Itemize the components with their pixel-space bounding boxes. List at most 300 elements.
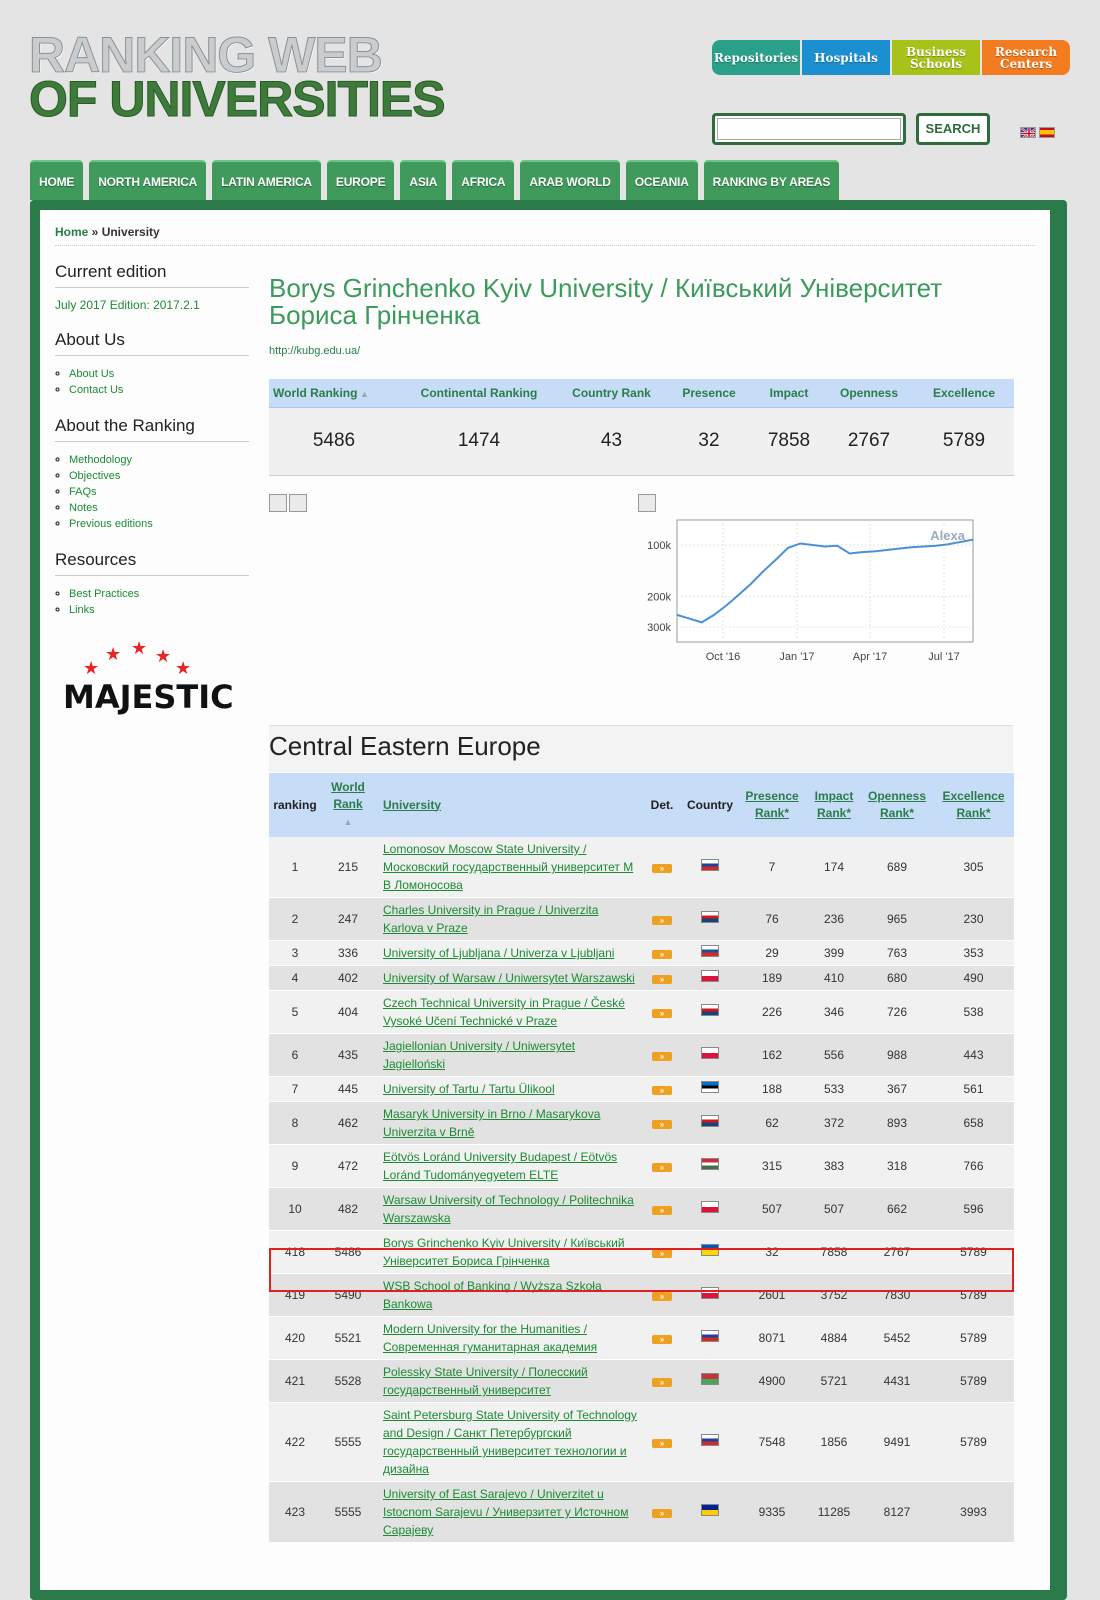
university-link[interactable]: University of Warsaw / Uniwersytet Warszawski (383, 971, 635, 985)
world-rank-cell: 5486 (321, 1231, 375, 1274)
chart-y-tick-label: 100k (647, 540, 671, 552)
presence-cell: 7548 (737, 1403, 807, 1482)
alexa-rank-chart (636, 515, 981, 665)
excellence-rank-header[interactable] (933, 773, 1014, 837)
university-link[interactable]: Borys Grinchenko Kyiv University / Київський Університет Бориса Грінченка (383, 1236, 625, 1268)
presence-cell: 507 (737, 1188, 807, 1231)
country-flag-icon (701, 945, 719, 957)
excellence-cell: 490 (933, 966, 1014, 991)
ranking-cell: 420 (269, 1317, 321, 1360)
world-rank-cell: 5555 (321, 1482, 375, 1543)
university-link[interactable]: University of Tartu / Tartu Ülikool (383, 1082, 555, 1096)
openness-cell: 726 (861, 991, 933, 1034)
chart-plot-area (677, 520, 973, 642)
quick-link-research-centers[interactable]: Research Centers (982, 40, 1070, 75)
impact-rank-sort-link[interactable]: Impact Rank* (814, 789, 854, 820)
previous-editions-link[interactable]: Previous editions (69, 518, 153, 530)
country-rank-value: 43 (559, 407, 664, 475)
excellence-cell: 5789 (933, 1231, 1014, 1274)
university-link[interactable]: Masaryk University in Brno / Masarykova Univerzita v Brně (383, 1107, 601, 1139)
excellence-cell: 3993 (933, 1482, 1014, 1543)
ranking-header: ranking (269, 773, 321, 837)
impact-cell: 5721 (807, 1360, 861, 1403)
broken-image-group (269, 494, 307, 512)
nav-item-home[interactable]: HOME (30, 160, 83, 200)
ranking-cell: 10 (269, 1188, 321, 1231)
university-link[interactable]: WSB School of Banking / Wyższa Szkoła Bankowa (383, 1279, 602, 1311)
about-us-list (55, 366, 249, 398)
presence-cell: 2601 (737, 1274, 807, 1317)
region-ranking-table (269, 773, 1014, 1543)
list-item (69, 366, 249, 382)
breadcrumb-home-link[interactable]: Home (55, 225, 89, 239)
logo-line-1: RANKING WEB (29, 27, 382, 83)
alexa-brand-label: Alexa (930, 528, 965, 543)
broken-image-icon (638, 494, 656, 512)
table-row (269, 991, 1014, 1034)
university-cell (375, 1145, 641, 1188)
excellence-cell: 561 (933, 1077, 1014, 1102)
university-link[interactable]: Warsaw University of Technology / Politechnika Warszawska (383, 1193, 634, 1225)
world-rank-cell: 215 (321, 837, 375, 898)
current-edition-block (55, 262, 249, 312)
openness-header: Openness (824, 379, 914, 407)
ranking-cell: 421 (269, 1360, 321, 1403)
det-cell (641, 837, 683, 898)
impact-cell: 7858 (807, 1231, 861, 1274)
university-cell (375, 837, 641, 898)
det-cell (641, 966, 683, 991)
presence-cell: 32 (737, 1231, 807, 1274)
sort-asc-icon: ▲ (357, 388, 369, 399)
university-link[interactable]: Czech Technical University in Prague / České Vysoké Učení Technické v Praze (383, 996, 625, 1028)
country-cell (683, 1034, 737, 1077)
det-cell (641, 1188, 683, 1231)
current-edition-title: Current edition (55, 262, 249, 288)
country-flag-icon (701, 1373, 719, 1385)
chart-x-tick-label: Oct '16 (705, 651, 741, 663)
world-rank-cell: 5521 (321, 1317, 375, 1360)
world-rank-cell: 472 (321, 1145, 375, 1188)
impact-cell: 556 (807, 1034, 861, 1077)
details-button[interactable]: » (652, 1509, 672, 1518)
details-button[interactable]: » (652, 1009, 672, 1018)
details-button[interactable]: » (652, 975, 672, 984)
presence-rank-header[interactable] (737, 773, 807, 837)
majestic-text: MAJESTIC (63, 678, 234, 716)
excellence-cell: 5789 (933, 1403, 1014, 1482)
nav-item-arab-world[interactable]: ARAB WORLD (520, 160, 619, 200)
det-cell (641, 1145, 683, 1188)
edition-text: July 2017 Edition: 2017.2.1 (55, 298, 200, 312)
details-button[interactable]: » (652, 1086, 672, 1095)
presence-cell: 76 (737, 898, 807, 941)
impact-cell: 399 (807, 941, 861, 966)
country-cell (683, 898, 737, 941)
sort-asc-icon: ▲ (343, 817, 353, 827)
impact-cell: 410 (807, 966, 861, 991)
details-button[interactable]: » (652, 1052, 672, 1061)
nav-item-oceania[interactable]: OCEANIA (626, 160, 698, 200)
quick-link-hospitals[interactable]: Hospitals (802, 40, 890, 75)
ranking-cell: 3 (269, 941, 321, 966)
broken-image-icon (269, 494, 287, 512)
excellence-cell: 5789 (933, 1274, 1014, 1317)
details-button[interactable]: » (652, 1292, 672, 1301)
world-rank-cell: 336 (321, 941, 375, 966)
objectives-link[interactable]: Objectives (69, 470, 121, 482)
table-row (269, 898, 1014, 941)
university-link[interactable]: Polessky State University / Полесский государственный университет (383, 1365, 588, 1397)
world-rank-cell: 482 (321, 1188, 375, 1231)
university-link[interactable]: University of East Sarajevo / Univerzitet u Istocnom Sarajevu / Универзитет у Источном Сарајеву (383, 1487, 629, 1537)
det-cell (641, 898, 683, 941)
university-cell (375, 941, 641, 966)
openness-cell: 4431 (861, 1360, 933, 1403)
det-cell (641, 1403, 683, 1482)
list-item (69, 516, 249, 532)
table-row (269, 1360, 1014, 1403)
presence-cell: 9335 (737, 1482, 807, 1543)
table-row (269, 1317, 1014, 1360)
breadcrumb-divider (55, 245, 1035, 246)
university-cell (375, 1102, 641, 1145)
table-row (269, 1102, 1014, 1145)
impact-cell: 4884 (807, 1317, 861, 1360)
presence-cell: 315 (737, 1145, 807, 1188)
university-link[interactable]: University of Ljubljana / Univerza v Ljubljani (383, 946, 615, 960)
openness-rank-header[interactable] (861, 773, 933, 837)
quick-link-business-schools[interactable]: Business Schools (892, 40, 980, 75)
resources-list (55, 586, 249, 618)
university-cell (375, 1482, 641, 1543)
world-rank-cell: 445 (321, 1077, 375, 1102)
faqs-link[interactable]: FAQs (69, 486, 97, 498)
about-ranking-block (55, 416, 249, 532)
country-cell (683, 1360, 737, 1403)
university-cell (375, 898, 641, 941)
language-flags (1020, 127, 1055, 138)
table-row (269, 1274, 1014, 1317)
country-flag-icon (701, 1434, 719, 1446)
impact-cell: 174 (807, 837, 861, 898)
university-url-link[interactable]: http://kubg.edu.ua/ (269, 345, 361, 357)
star-icon: ★ (131, 638, 148, 658)
table-row (269, 1482, 1014, 1543)
presence-cell: 8071 (737, 1317, 807, 1360)
presence-header: Presence (664, 379, 754, 407)
impact-value: 7858 (754, 407, 824, 475)
ranking-cell: 419 (269, 1274, 321, 1317)
chart-y-tick-label: 200k (647, 591, 671, 604)
university-cell (375, 1077, 641, 1102)
table-row (269, 966, 1014, 991)
country-cell (683, 941, 737, 966)
openness-cell: 763 (861, 941, 933, 966)
excellence-cell: 596 (933, 1188, 1014, 1231)
world-rank-cell: 5490 (321, 1274, 375, 1317)
impact-cell: 372 (807, 1102, 861, 1145)
details-button[interactable]: » (652, 1439, 672, 1448)
presence-rank-sort-link[interactable]: Presence Rank* (745, 789, 799, 820)
about-us-title: About Us (55, 330, 249, 356)
site-logo[interactable] (29, 27, 459, 127)
impact-cell: 1856 (807, 1403, 861, 1482)
excellence-value: 5789 (914, 407, 1014, 475)
quick-link-repositories[interactable]: Repositories (712, 40, 800, 75)
ranking-cell: 1 (269, 837, 321, 898)
sidebar (55, 262, 249, 718)
nav-item-africa[interactable]: AFRICA (452, 160, 514, 200)
notes-link[interactable]: Notes (69, 502, 98, 514)
openness-cell: 367 (861, 1077, 933, 1102)
contact-us-link[interactable]: Contact Us (69, 384, 124, 396)
presence-value: 32 (664, 407, 754, 475)
list-item (69, 382, 249, 398)
university-cell (375, 1403, 641, 1482)
table-row (269, 1231, 1014, 1274)
table-row (269, 1403, 1014, 1482)
excellence-cell: 766 (933, 1145, 1014, 1188)
english-flag-icon[interactable] (1020, 127, 1036, 138)
openness-cell: 988 (861, 1034, 933, 1077)
openness-rank-sort-link[interactable]: Openness Rank* (867, 789, 927, 820)
ranking-cell: 9 (269, 1145, 321, 1188)
breadcrumb-separator: » (88, 225, 102, 239)
world-rank-cell: 462 (321, 1102, 375, 1145)
university-cell (375, 1274, 641, 1317)
country-cell (683, 1102, 737, 1145)
world-rank-cell: 247 (321, 898, 375, 941)
country-cell (683, 837, 737, 898)
breadcrumb (55, 225, 160, 239)
nav-item-europe[interactable]: EUROPE (327, 160, 394, 200)
university-link[interactable]: Lomonosov Moscow State University / Московский государственный университет М В Ломоносова (383, 842, 634, 892)
chart-x-tick-label: Apr '17 (852, 651, 888, 663)
about-ranking-list (55, 452, 249, 532)
presence-cell: 4900 (737, 1360, 807, 1403)
excellence-cell: 5789 (933, 1360, 1014, 1403)
details-button[interactable]: » (652, 1206, 672, 1215)
table-row (269, 1077, 1014, 1102)
details-button[interactable]: » (652, 916, 672, 925)
presence-cell: 29 (737, 941, 807, 966)
det-cell (641, 941, 683, 966)
country-flag-icon (701, 970, 719, 982)
breadcrumb-current: University (101, 225, 160, 239)
openness-cell: 9491 (861, 1403, 933, 1482)
university-link[interactable]: Jagiellonian University / Uniwersytet Jagielloński (383, 1039, 576, 1071)
impact-rank-header[interactable] (807, 773, 861, 837)
impact-header: Impact (754, 379, 824, 407)
country-flag-icon (701, 1287, 719, 1299)
openness-cell: 5452 (861, 1317, 933, 1360)
world-ranking-header[interactable] (269, 379, 399, 407)
university-header[interactable] (375, 773, 641, 837)
impact-cell: 383 (807, 1145, 861, 1188)
ranking-cell: 418 (269, 1231, 321, 1274)
star-icon: ★ (155, 646, 172, 666)
country-cell (683, 966, 737, 991)
country-cell (683, 1482, 737, 1543)
excellence-cell: 538 (933, 991, 1014, 1034)
openness-cell: 689 (861, 837, 933, 898)
openness-value: 2767 (824, 407, 914, 475)
list-item (69, 602, 249, 618)
presence-cell: 62 (737, 1102, 807, 1145)
excellence-rank-sort-link[interactable]: Excellence Rank* (942, 789, 1005, 820)
country-flag-icon (701, 1201, 719, 1213)
world-rank-sort-link[interactable]: World Rank (331, 780, 365, 811)
country-cell (683, 1317, 737, 1360)
impact-cell: 346 (807, 991, 861, 1034)
table-row (269, 1188, 1014, 1231)
table-row (269, 1034, 1014, 1077)
presence-cell: 162 (737, 1034, 807, 1077)
list-item (69, 586, 249, 602)
det-cell (641, 1034, 683, 1077)
det-cell (641, 1360, 683, 1403)
majestic-logo[interactable] (55, 638, 249, 718)
nav-item-north-america[interactable]: NORTH AMERICA (89, 160, 206, 200)
country-cell (683, 1077, 737, 1102)
country-cell (683, 1188, 737, 1231)
excellence-cell: 353 (933, 941, 1014, 966)
details-button[interactable]: » (652, 1335, 672, 1344)
country-flag-icon (701, 1047, 719, 1059)
nav-item-latin-america[interactable]: LATIN AMERICA (212, 160, 321, 200)
best-practices-link[interactable]: Best Practices (69, 588, 140, 600)
broken-image-icon (289, 494, 307, 512)
details-button[interactable]: » (652, 864, 672, 873)
university-sort-link[interactable]: University (383, 797, 442, 812)
list-header-row (269, 773, 1014, 837)
list-item (69, 452, 249, 468)
spanish-flag-icon[interactable] (1039, 127, 1055, 138)
presence-cell: 188 (737, 1077, 807, 1102)
ranking-cell: 2 (269, 898, 321, 941)
world-rank-cell: 5528 (321, 1360, 375, 1403)
ranking-cell: 8 (269, 1102, 321, 1145)
country-flag-icon (701, 1081, 719, 1093)
country-flag-icon (701, 1504, 719, 1516)
ranking-cell: 7 (269, 1077, 321, 1102)
country-flag-icon (701, 1330, 719, 1342)
openness-cell: 2767 (861, 1231, 933, 1274)
continental-ranking-header: Continental Ranking (399, 379, 559, 407)
table-row (269, 1145, 1014, 1188)
presence-cell: 189 (737, 966, 807, 991)
table-row (269, 837, 1014, 898)
det-cell (641, 1274, 683, 1317)
table-row (269, 941, 1014, 966)
list-item (69, 484, 249, 500)
details-button[interactable]: » (652, 1378, 672, 1387)
impact-cell: 3752 (807, 1274, 861, 1317)
university-cell (375, 1034, 641, 1077)
search-button[interactable]: SEARCH (916, 113, 990, 145)
quick-links (712, 40, 1070, 75)
university-cell (375, 966, 641, 991)
ranking-cell: 422 (269, 1403, 321, 1482)
excellence-cell: 305 (933, 837, 1014, 898)
world-ranking-value: 5486 (269, 407, 399, 475)
openness-cell: 893 (861, 1102, 933, 1145)
details-button[interactable]: » (652, 1163, 672, 1172)
country-cell (683, 1403, 737, 1482)
openness-cell: 8127 (861, 1482, 933, 1543)
excellence-cell: 443 (933, 1034, 1014, 1077)
star-icon: ★ (105, 644, 122, 664)
world-ranking-header-label: World Ranking (273, 385, 358, 400)
openness-cell: 318 (861, 1145, 933, 1188)
star-icon: ★ (175, 658, 192, 678)
country-flag-icon (701, 1004, 719, 1016)
presence-cell: 226 (737, 991, 807, 1034)
country-cell (683, 1231, 737, 1274)
country-cell (683, 991, 737, 1034)
university-link[interactable]: Saint Petersburg State University of Technology and Design / Санкт Петербургский государственный университет технологии и дизайна (383, 1408, 637, 1476)
main-nav (30, 160, 839, 200)
details-button[interactable]: » (652, 1120, 672, 1129)
chart-x-tick-label: Jul '17 (928, 651, 960, 663)
university-cell (375, 1360, 641, 1403)
country-flag-icon (701, 1244, 719, 1256)
impact-cell: 533 (807, 1077, 861, 1102)
star-icon: ★ (83, 658, 100, 678)
details-button[interactable]: » (652, 950, 672, 959)
university-cell (375, 991, 641, 1034)
world-rank-cell: 5555 (321, 1403, 375, 1482)
det-cell (641, 1102, 683, 1145)
details-button[interactable]: » (652, 1249, 672, 1258)
det-cell (641, 1231, 683, 1274)
university-link[interactable]: Charles University in Prague / Univerzita Karlova v Praze (383, 903, 599, 935)
excellence-cell: 5789 (933, 1317, 1014, 1360)
about-ranking-title: About the Ranking (55, 416, 249, 442)
openness-cell: 662 (861, 1188, 933, 1231)
nav-item-ranking-by-areas[interactable]: RANKING BY AREAS (704, 160, 839, 200)
excellence-cell: 230 (933, 898, 1014, 941)
country-flag-icon (701, 1158, 719, 1170)
chart-y-tick-label: 300k (647, 622, 671, 634)
det-cell (641, 991, 683, 1034)
list-item (69, 500, 249, 516)
search-input[interactable] (712, 113, 906, 145)
rank-values-row (269, 407, 1014, 475)
logo-line-2: OF UNIVERSITIES (29, 71, 445, 127)
resources-block (55, 550, 249, 618)
impact-cell: 507 (807, 1188, 861, 1231)
ranking-cell: 5 (269, 991, 321, 1034)
det-header: Det. (641, 773, 683, 837)
world-rank-header[interactable] (321, 773, 375, 837)
world-rank-cell: 402 (321, 966, 375, 991)
country-rank-header: Country Rank (559, 379, 664, 407)
country-flag-icon (701, 1115, 719, 1127)
university-link[interactable]: Eötvös Loránd University Budapest / Eötvös Loránd Tudományegyetem ELTE (383, 1150, 618, 1182)
about-us-block (55, 330, 249, 398)
about-us-link[interactable]: About Us (69, 368, 115, 380)
links-link[interactable]: Links (69, 604, 95, 616)
ranking-cell: 6 (269, 1034, 321, 1077)
university-link[interactable]: Modern University for the Humanities / Современная гуманитарная академия (383, 1322, 598, 1354)
chart-x-tick-label: Jan '17 (779, 651, 815, 663)
excellence-cell: 658 (933, 1102, 1014, 1145)
nav-item-asia[interactable]: ASIA (400, 160, 446, 200)
methodology-link[interactable]: Methodology (69, 454, 132, 466)
university-cell (375, 1317, 641, 1360)
